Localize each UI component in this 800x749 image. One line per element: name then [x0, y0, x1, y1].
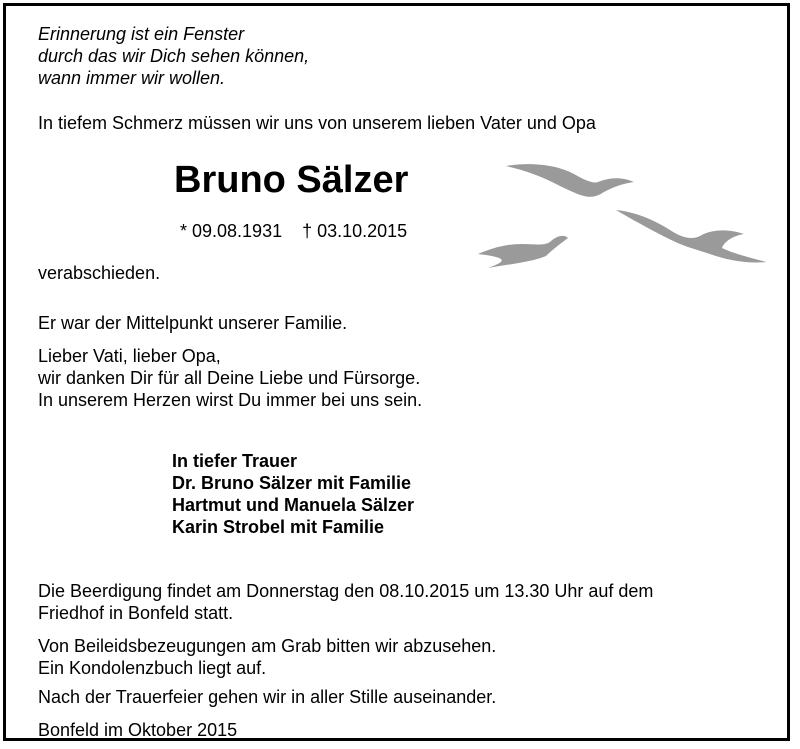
flying-birds-illustration — [448, 158, 788, 272]
tribute-line: Lieber Vati, lieber Opa, — [38, 346, 221, 366]
closing-note: Nach der Trauerfeier gehen wir in aller Stille auseinander. — [38, 687, 497, 707]
deceased-name: Bruno Sälzer — [174, 159, 409, 201]
condolence-line: Von Beileidsbezeugungen am Grab bitten wir abzusehen. — [38, 636, 497, 656]
quote-line: wann immer wir wollen. — [38, 68, 226, 88]
mourners-heading: In tiefer Trauer — [172, 451, 298, 471]
mourners-list — [172, 450, 414, 538]
life-dates — [180, 221, 407, 242]
death-date: † 03.10.2015 — [302, 221, 408, 241]
funeral-line: Friedhof in Bonfeld statt. — [38, 603, 234, 623]
tribute-line: In unserem Herzen wirst Du immer bei uns sein. — [38, 390, 423, 410]
bird-2 — [616, 210, 766, 263]
quote-line: Erinnerung ist ein Fenster — [38, 24, 245, 44]
place-date: Bonfeld im Oktober 2015 — [38, 720, 238, 740]
condolence-line: Ein Kondolenzbuch liegt auf. — [38, 658, 267, 678]
bird-1 — [506, 164, 634, 197]
funeral-line: Die Beerdigung findet am Donnerstag den 08.10.2015 um 13.30 Uhr auf dem — [38, 581, 654, 601]
obituary-notice — [3, 3, 790, 741]
farewell-text: verabschieden. — [38, 263, 161, 283]
quote-line: durch das wir Dich sehen können, — [38, 46, 310, 66]
memorial-quote — [38, 23, 309, 89]
intro-text: In tiefem Schmerz müssen wir uns von unserem lieben Vater und Opa — [38, 113, 596, 133]
mourner: Dr. Bruno Sälzer mit Familie — [172, 473, 412, 493]
birth-date: * 09.08.1931 — [180, 221, 283, 241]
funeral-details — [38, 580, 653, 624]
mourner: Hartmut und Manuela Sälzer — [172, 495, 415, 515]
tribute-line: wir danken Dir für all Deine Liebe und Fürsorge. — [38, 368, 421, 388]
bird-3 — [478, 236, 568, 268]
condolence-note — [38, 635, 496, 679]
mourner: Karin Strobel mit Familie — [172, 517, 385, 537]
tribute-center: Er war der Mittelpunkt unserer Familie. — [38, 313, 348, 333]
tribute-message — [38, 345, 422, 411]
